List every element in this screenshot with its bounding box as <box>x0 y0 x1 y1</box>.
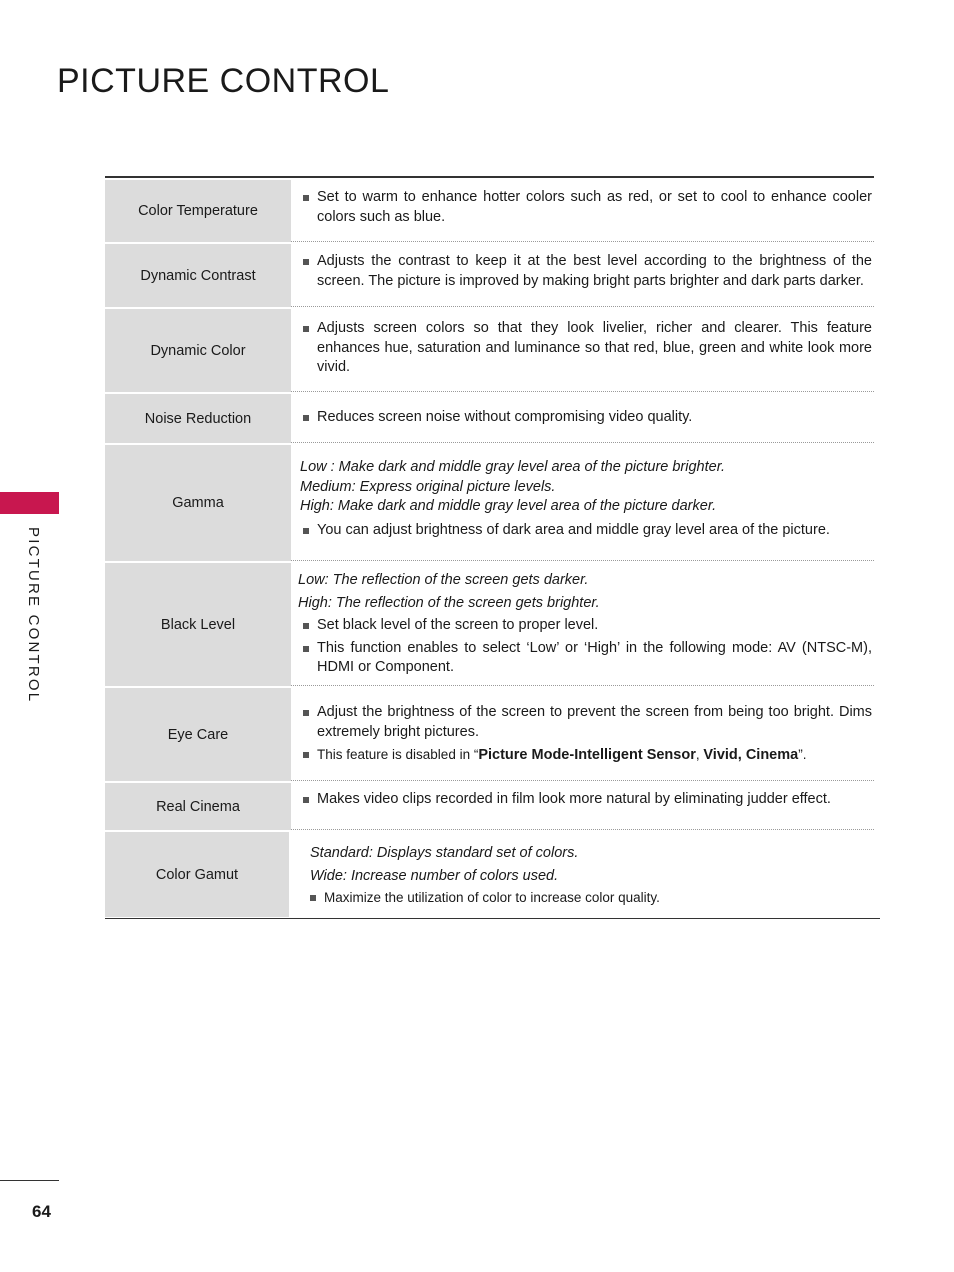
bullet-text: Adjust the brightness of the screen to prevent the screen from being too bright. Dims extremely bright pictures. <box>297 703 872 742</box>
table-bottom-rule <box>105 918 880 919</box>
option-text: Medium: Express original picture levels. <box>300 478 556 495</box>
row-label: Real Cinema <box>105 783 291 830</box>
mode-name: Vivid, Cinema <box>703 747 799 763</box>
bullet-text: You can adjust brightness of dark area and middle gray level area of the picture. <box>297 521 872 541</box>
mode-name: Picture Mode-Intelligent Sensor <box>478 747 696 763</box>
bullet-text: Makes video clips recorded in film look more natural by eliminating judder effect. <box>297 790 872 810</box>
table-row <box>105 832 874 917</box>
table-row <box>105 563 874 686</box>
table-row <box>105 783 874 830</box>
bullet-text: This function enables to select ‘Low’ or ‘High’ in the following mode: AV (NTSC-M), HDMI or Component. <box>297 639 872 678</box>
option-text: Low : Make dark and middle gray level area of the picture brighter. <box>300 459 726 475</box>
table-row <box>105 244 874 307</box>
row-description <box>291 563 874 686</box>
table-row <box>105 180 874 242</box>
bullet-text: Adjusts screen colors so that they look livelier, richer and clearer. This feature enhances hue, saturation and luminance so that red, blue, green and white look more vivid. <box>297 319 872 378</box>
row-label: Noise Reduction <box>105 394 291 443</box>
row-description <box>291 445 874 561</box>
table-row <box>105 445 874 561</box>
bullet-text: Maximize the utilization of color to increase color quality. <box>304 888 872 908</box>
row-description <box>291 783 874 830</box>
row-description <box>291 832 874 917</box>
row-description <box>291 688 874 781</box>
row-label: Gamma <box>105 445 291 561</box>
page-title: PICTURE CONTROL <box>57 62 390 100</box>
bullet-text: Set black level of the screen to proper level. <box>297 616 872 636</box>
row-description <box>291 394 874 443</box>
side-tab-label: PICTURE CONTROL <box>25 527 42 704</box>
row-description <box>291 309 874 392</box>
side-tab-marker <box>0 492 59 514</box>
option-text: Wide: Increase number of colors used. <box>310 867 559 884</box>
table-top-rule <box>105 176 874 178</box>
table-row <box>105 394 874 443</box>
disabled-note: This feature is disabled in “Picture Mode-Intelligent Sensor, Vivid, Cinema”. <box>297 745 872 766</box>
row-label: Color Gamut <box>105 832 289 917</box>
row-label: Eye Care <box>105 688 291 781</box>
option-text: High: The reflection of the screen gets brighter. <box>298 594 600 611</box>
table-row <box>105 309 874 392</box>
row-label: Black Level <box>105 563 291 686</box>
row-label: Color Temperature <box>105 180 291 242</box>
bullet-text: Reduces screen noise without compromising video quality. <box>297 408 872 428</box>
table-row <box>105 688 874 781</box>
option-text: High: Make dark and middle gray level area of the picture darker. <box>300 498 717 514</box>
footer-rule <box>0 1180 59 1181</box>
option-text: Standard: Displays standard set of colors. <box>310 845 579 861</box>
option-text: Low: The reflection of the screen gets darker. <box>298 572 589 588</box>
row-label: Dynamic Contrast <box>105 244 291 307</box>
page-number: 64 <box>32 1202 51 1221</box>
bullet-text: Set to warm to enhance hotter colors such as red, or set to cool to enhance cooler colors such as blue. <box>297 188 872 227</box>
row-description <box>291 180 874 242</box>
bullet-text: Adjusts the contrast to keep it at the best level according to the brightness of the screen. The picture is improved by making bright parts brighter and dark parts darker. <box>297 252 872 291</box>
row-description <box>291 244 874 307</box>
row-label: Dynamic Color <box>105 309 291 392</box>
